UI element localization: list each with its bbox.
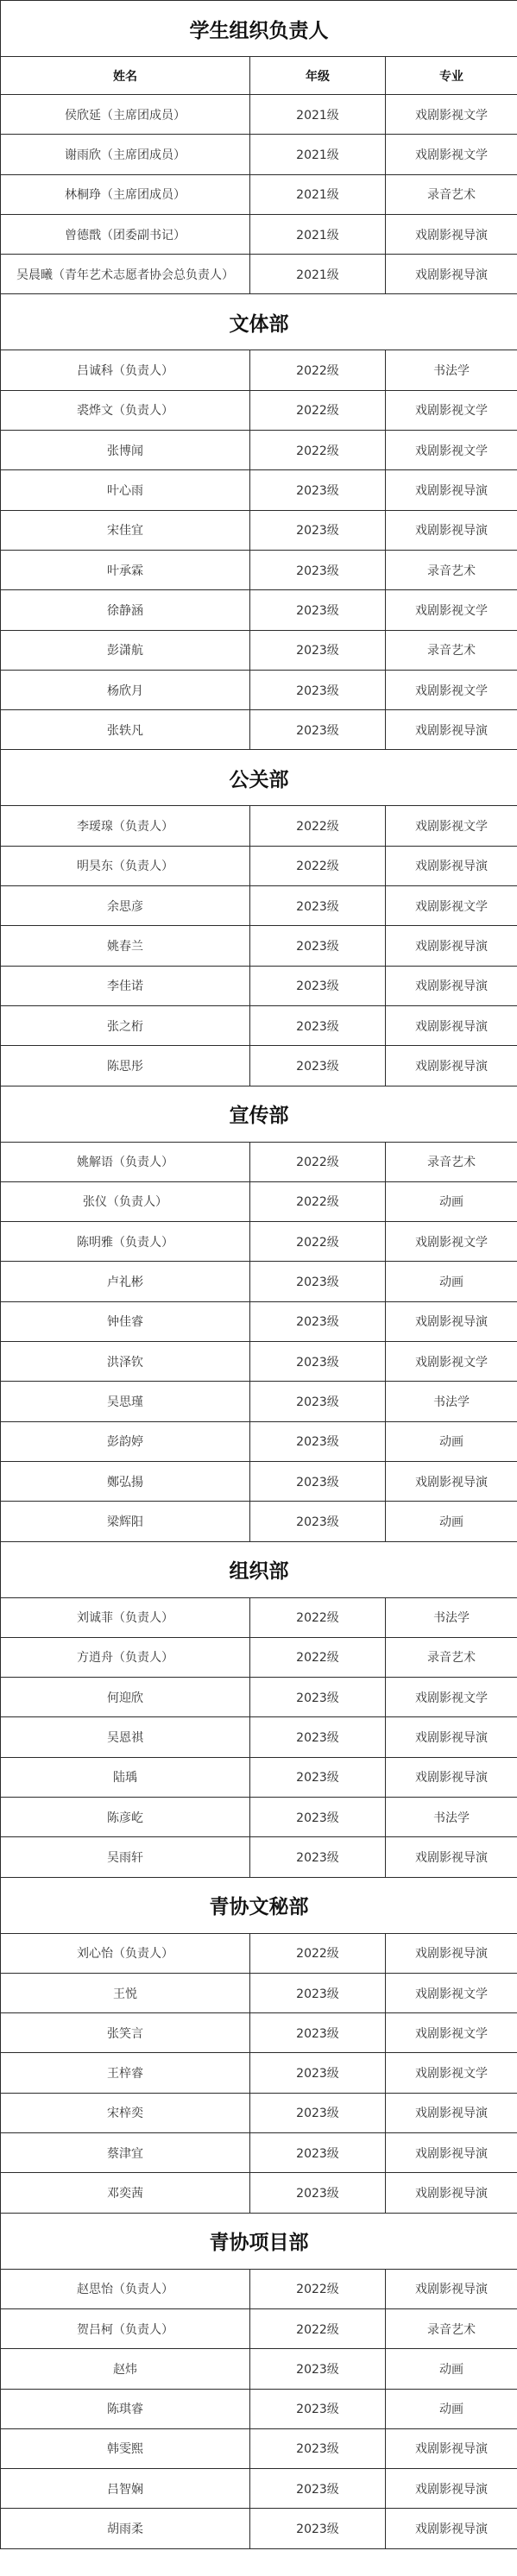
member-name: 李佳诺 <box>1 966 250 1005</box>
member-major: 戏剧影视文学 <box>386 1342 517 1382</box>
table-row <box>1 214 517 254</box>
column-header-grade: 年级 <box>250 57 386 95</box>
member-name: 陈思彤 <box>1 1046 250 1086</box>
roster-body <box>1 1 517 2549</box>
member-major: 戏剧影视导演 <box>386 1837 517 1877</box>
member-major: 录音艺术 <box>386 550 517 589</box>
member-major: 戏剧影视导演 <box>386 1717 517 1757</box>
member-name: 陆瑀 <box>1 1757 250 1797</box>
table-row <box>1 1837 517 1877</box>
member-grade: 2023级 <box>250 710 386 750</box>
section-title: 公关部 <box>1 750 517 806</box>
member-major: 动画 <box>386 2389 517 2428</box>
member-grade: 2023级 <box>250 1005 386 1045</box>
table-row <box>1 2428 517 2468</box>
table-row <box>1 1637 517 1677</box>
member-major: 戏剧影视文学 <box>386 135 517 174</box>
member-major: 书法学 <box>386 350 517 390</box>
member-name: 吴晨曦（青年艺术志愿者协会总负责人） <box>1 255 250 294</box>
member-major: 戏剧影视文学 <box>386 95 517 135</box>
table-row <box>1 1597 517 1637</box>
member-grade: 2022级 <box>250 2308 386 2348</box>
table-row <box>1 710 517 750</box>
member-name: 裘烨文（负责人） <box>1 390 250 430</box>
member-grade: 2023级 <box>250 1301 386 1341</box>
table-row <box>1 1678 517 1717</box>
table-row <box>1 886 517 926</box>
member-major: 戏剧影视导演 <box>386 214 517 254</box>
member-name: 宋梓奕 <box>1 2093 250 2132</box>
member-name: 何迎欣 <box>1 1678 250 1717</box>
member-grade: 2022级 <box>250 2269 386 2308</box>
member-name: 陈琪睿 <box>1 2389 250 2428</box>
member-name: 姚解语（负责人） <box>1 1142 250 1181</box>
member-grade: 2023级 <box>250 2509 386 2548</box>
member-grade: 2023级 <box>250 630 386 670</box>
member-grade: 2023级 <box>250 510 386 550</box>
member-name: 钟佳睿 <box>1 1301 250 1341</box>
section-title-row <box>1 1086 517 1142</box>
member-major: 动画 <box>386 1502 517 1541</box>
member-grade: 2023级 <box>250 550 386 589</box>
member-major: 戏剧影视导演 <box>386 1046 517 1086</box>
member-major: 戏剧影视文学 <box>386 390 517 430</box>
table-row <box>1 1973 517 2012</box>
member-grade: 2023级 <box>250 2093 386 2132</box>
member-grade: 2023级 <box>250 2053 386 2093</box>
member-major: 录音艺术 <box>386 630 517 670</box>
member-major: 戏剧影视导演 <box>386 2269 517 2308</box>
member-grade: 2023级 <box>250 2349 386 2389</box>
member-name: 吴思瑾 <box>1 1382 250 1421</box>
section-title: 文体部 <box>1 294 517 350</box>
member-grade: 2022级 <box>250 1637 386 1677</box>
section-title: 宣传部 <box>1 1086 517 1142</box>
member-major: 录音艺术 <box>386 1637 517 1677</box>
table-row <box>1 590 517 630</box>
member-name: 明昊东（负责人） <box>1 846 250 885</box>
member-major: 戏剧影视导演 <box>386 2133 517 2173</box>
member-grade: 2023级 <box>250 670 386 709</box>
member-name: 吴恩祺 <box>1 1717 250 1757</box>
member-major: 戏剧影视导演 <box>386 2428 517 2468</box>
member-major: 动画 <box>386 1262 517 1301</box>
table-row <box>1 1757 517 1797</box>
table-row <box>1 1933 517 1973</box>
table-row <box>1 806 517 846</box>
member-name: 赵炜 <box>1 2349 250 2389</box>
member-name: 曾德戬（团委副书记） <box>1 214 250 254</box>
member-major: 戏剧影视导演 <box>386 710 517 750</box>
member-grade: 2023级 <box>250 470 386 510</box>
member-major: 书法学 <box>386 1797 517 1836</box>
member-major: 戏剧影视文学 <box>386 806 517 846</box>
table-row <box>1 1222 517 1262</box>
table-row <box>1 2509 517 2548</box>
member-major: 戏剧影视导演 <box>386 470 517 510</box>
table-row <box>1 2349 517 2389</box>
member-grade: 2022级 <box>250 1142 386 1181</box>
table-row <box>1 1262 517 1301</box>
member-major: 书法学 <box>386 1382 517 1421</box>
table-row <box>1 1046 517 1086</box>
table-row <box>1 2133 517 2173</box>
member-name: 蔡津宜 <box>1 2133 250 2173</box>
member-major: 戏剧影视导演 <box>386 2173 517 2213</box>
member-grade: 2023级 <box>250 1342 386 1382</box>
member-grade: 2023级 <box>250 1382 386 1421</box>
member-name: 叶承霖 <box>1 550 250 589</box>
table-row <box>1 95 517 135</box>
member-name: 梁辉阳 <box>1 1502 250 1541</box>
member-grade: 2023级 <box>250 2469 386 2509</box>
member-name: 卢礼彬 <box>1 1262 250 1301</box>
member-grade: 2021级 <box>250 255 386 294</box>
member-grade: 2022级 <box>250 431 386 470</box>
table-row <box>1 1342 517 1382</box>
member-grade: 2023级 <box>250 1678 386 1717</box>
table-row <box>1 2269 517 2308</box>
table-row <box>1 1717 517 1757</box>
member-major: 戏剧影视文学 <box>386 886 517 926</box>
table-row <box>1 846 517 885</box>
member-grade: 2022级 <box>250 1597 386 1637</box>
table-row <box>1 670 517 709</box>
table-row <box>1 510 517 550</box>
member-grade: 2022级 <box>250 1222 386 1262</box>
section-title-row <box>1 294 517 350</box>
member-grade: 2023级 <box>250 1421 386 1461</box>
member-name: 叶心雨 <box>1 470 250 510</box>
member-grade: 2023级 <box>250 2133 386 2173</box>
member-major: 戏剧影视导演 <box>386 2469 517 2509</box>
member-name: 彭韵婷 <box>1 1421 250 1461</box>
member-name: 张笑言 <box>1 2013 250 2053</box>
member-name: 吕诚科（负责人） <box>1 350 250 390</box>
member-grade: 2021级 <box>250 174 386 214</box>
table-row <box>1 255 517 294</box>
table-row <box>1 1461 517 1501</box>
member-name: 徐静涵 <box>1 590 250 630</box>
member-major: 戏剧影视导演 <box>386 966 517 1005</box>
member-major: 录音艺术 <box>386 2308 517 2348</box>
member-grade: 2023级 <box>250 1837 386 1877</box>
table-row <box>1 1421 517 1461</box>
table-row <box>1 2308 517 2348</box>
member-name: 陈彦屹 <box>1 1797 250 1836</box>
table-row <box>1 550 517 589</box>
member-name: 侯欣延（主席团成员） <box>1 95 250 135</box>
section-title-row <box>1 750 517 806</box>
member-grade: 2021级 <box>250 214 386 254</box>
member-name: 杨欣月 <box>1 670 250 709</box>
member-major: 录音艺术 <box>386 1142 517 1181</box>
table-row <box>1 470 517 510</box>
section-title: 青协文秘部 <box>1 1877 517 1933</box>
member-name: 张博闻 <box>1 431 250 470</box>
member-grade: 2023级 <box>250 1797 386 1836</box>
member-grade: 2023级 <box>250 1717 386 1757</box>
member-major: 书法学 <box>386 1597 517 1637</box>
member-grade: 2023级 <box>250 1046 386 1086</box>
member-grade: 2023级 <box>250 590 386 630</box>
member-major: 戏剧影视文学 <box>386 2013 517 2053</box>
member-major: 戏剧影视导演 <box>386 255 517 294</box>
column-header-name: 姓名 <box>1 57 250 95</box>
table-row <box>1 966 517 1005</box>
member-name: 谢雨欣（主席团成员） <box>1 135 250 174</box>
member-grade: 2023级 <box>250 966 386 1005</box>
member-grade: 2023级 <box>250 1757 386 1797</box>
member-name: 张之桁 <box>1 1005 250 1045</box>
section-title: 组织部 <box>1 1541 517 1597</box>
member-major: 动画 <box>386 2349 517 2389</box>
table-row <box>1 135 517 174</box>
member-major: 戏剧影视导演 <box>386 510 517 550</box>
member-name: 余思彦 <box>1 886 250 926</box>
section-title: 青协项目部 <box>1 2213 517 2269</box>
member-grade: 2023级 <box>250 1973 386 2012</box>
member-grade: 2022级 <box>250 350 386 390</box>
table-row <box>1 431 517 470</box>
member-grade: 2022级 <box>250 806 386 846</box>
member-major: 戏剧影视文学 <box>386 670 517 709</box>
member-major: 戏剧影视文学 <box>386 2053 517 2093</box>
table-row <box>1 390 517 430</box>
table-row <box>1 2173 517 2213</box>
member-name: 洪泽钦 <box>1 1342 250 1382</box>
member-grade: 2021级 <box>250 135 386 174</box>
member-grade: 2022级 <box>250 390 386 430</box>
table-row <box>1 2469 517 2509</box>
member-name: 刘心怡（负责人） <box>1 1933 250 1973</box>
member-name: 鄭弘揚 <box>1 1461 250 1501</box>
member-major: 戏剧影视导演 <box>386 926 517 966</box>
member-major: 戏剧影视导演 <box>386 1301 517 1341</box>
member-major: 戏剧影视导演 <box>386 1461 517 1501</box>
member-grade: 2021级 <box>250 95 386 135</box>
table-row <box>1 2093 517 2132</box>
member-grade: 2023级 <box>250 1262 386 1301</box>
member-grade: 2023级 <box>250 2013 386 2053</box>
column-header-row <box>1 57 517 95</box>
member-name: 邓奕茜 <box>1 2173 250 2213</box>
section-title-row <box>1 1 517 57</box>
member-major: 戏剧影视导演 <box>386 1005 517 1045</box>
table-row <box>1 1502 517 1541</box>
member-name: 姚春兰 <box>1 926 250 966</box>
member-name: 胡雨柔 <box>1 2509 250 2548</box>
member-name: 王悦 <box>1 1973 250 2012</box>
member-major: 动画 <box>386 1181 517 1221</box>
member-name: 吴雨轩 <box>1 1837 250 1877</box>
member-grade: 2023级 <box>250 926 386 966</box>
member-major: 戏剧影视文学 <box>386 431 517 470</box>
section-title-row <box>1 2213 517 2269</box>
section-title: 学生组织负责人 <box>1 1 517 57</box>
member-major: 戏剧影视文学 <box>386 1222 517 1262</box>
member-major: 戏剧影视导演 <box>386 1933 517 1973</box>
member-name: 彭潇航 <box>1 630 250 670</box>
member-name: 刘诚菲（负责人） <box>1 1597 250 1637</box>
member-name: 吕智娴 <box>1 2469 250 2509</box>
member-major: 戏剧影视导演 <box>386 846 517 885</box>
member-major: 戏剧影视文学 <box>386 1678 517 1717</box>
member-major: 戏剧影视文学 <box>386 1973 517 2012</box>
member-name: 张轶凡 <box>1 710 250 750</box>
member-grade: 2023级 <box>250 2173 386 2213</box>
member-grade: 2023级 <box>250 1502 386 1541</box>
member-major: 戏剧影视导演 <box>386 2509 517 2548</box>
table-row <box>1 2053 517 2093</box>
table-row <box>1 350 517 390</box>
section-title-row <box>1 1877 517 1933</box>
table-row <box>1 1797 517 1836</box>
member-name: 韩雯熙 <box>1 2428 250 2468</box>
member-grade: 2023级 <box>250 2428 386 2468</box>
table-row <box>1 1382 517 1421</box>
table-row <box>1 174 517 214</box>
table-row <box>1 1181 517 1221</box>
member-major: 戏剧影视导演 <box>386 1757 517 1797</box>
member-major: 戏剧影视导演 <box>386 2093 517 2132</box>
member-name: 李瑷瑔（负责人） <box>1 806 250 846</box>
member-name: 方逍舟（负责人） <box>1 1637 250 1677</box>
table-row <box>1 1142 517 1181</box>
section-title-row <box>1 1541 517 1597</box>
table-row <box>1 2013 517 2053</box>
member-grade: 2023级 <box>250 1461 386 1501</box>
member-grade: 2022级 <box>250 846 386 885</box>
table-row <box>1 2389 517 2428</box>
member-grade: 2022级 <box>250 1933 386 1973</box>
member-name: 陈明雅（负责人） <box>1 1222 250 1262</box>
member-name: 王梓睿 <box>1 2053 250 2093</box>
member-grade: 2023级 <box>250 2389 386 2428</box>
member-grade: 2022级 <box>250 1181 386 1221</box>
member-major: 戏剧影视文学 <box>386 590 517 630</box>
column-header-major: 专业 <box>386 57 517 95</box>
member-name: 宋佳宜 <box>1 510 250 550</box>
table-row <box>1 630 517 670</box>
member-grade: 2023级 <box>250 886 386 926</box>
table-row <box>1 1301 517 1341</box>
table-row <box>1 926 517 966</box>
member-name: 张仪（负责人） <box>1 1181 250 1221</box>
member-name: 赵思怡（负责人） <box>1 2269 250 2308</box>
member-major: 录音艺术 <box>386 174 517 214</box>
table-row <box>1 1005 517 1045</box>
member-major: 动画 <box>386 1421 517 1461</box>
member-name: 林桐琤（主席团成员） <box>1 174 250 214</box>
member-name: 贺吕柯（负责人） <box>1 2308 250 2348</box>
